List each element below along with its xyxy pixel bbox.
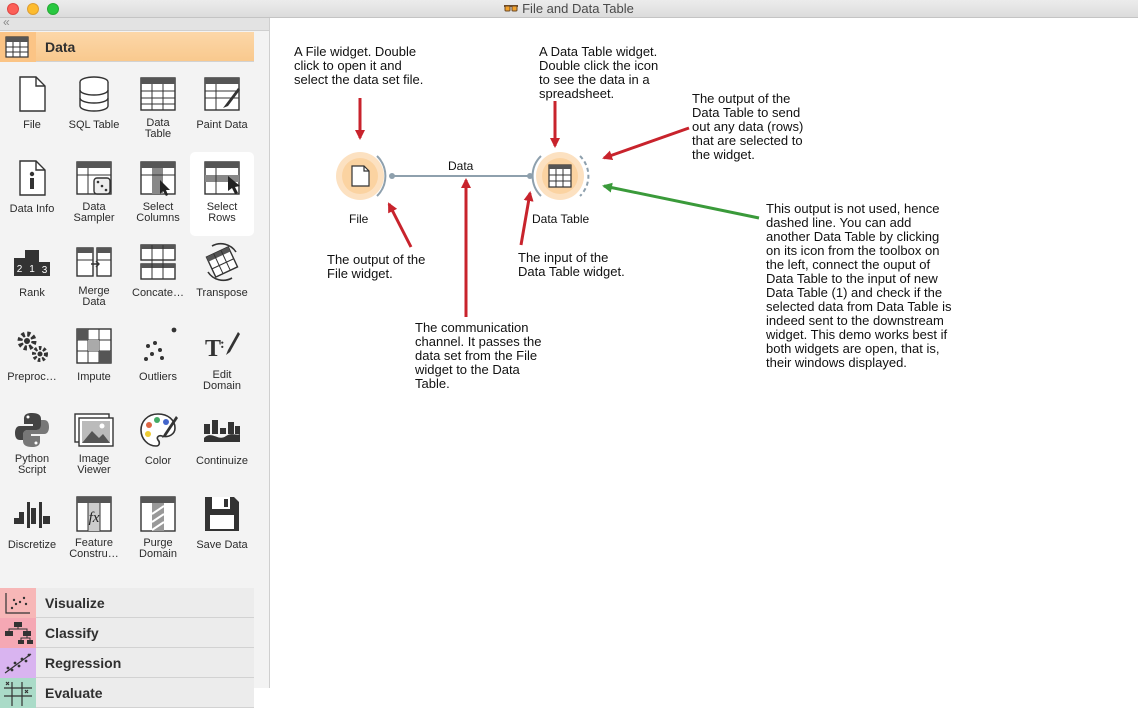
tool-feature-constructor[interactable] — [62, 488, 126, 572]
tool-save-data[interactable] — [190, 488, 254, 572]
arrow-to-file-output — [389, 204, 411, 247]
tool-label: Outliers — [139, 371, 177, 383]
category-visualize-label: Visualize — [45, 595, 105, 611]
tool-discretize[interactable] — [0, 488, 64, 572]
category-classify-label: Classify — [45, 625, 99, 641]
database-icon — [74, 74, 114, 114]
window-title-text: File and Data Table — [522, 1, 634, 16]
file-icon — [12, 74, 52, 114]
note-data-table-widget: A Data Table widget. Double click the icon to see the data in a spreadsheet. — [539, 44, 659, 101]
category-visualize[interactable] — [0, 588, 254, 618]
tool-impute[interactable] — [62, 320, 126, 404]
outliers-icon — [138, 326, 178, 366]
tool-label: Data Info — [9, 203, 55, 215]
palette-icon — [138, 410, 178, 450]
tool-label: Data Sampler — [73, 201, 115, 224]
sampler-icon — [74, 158, 114, 198]
tool-label: SQL Table — [68, 119, 120, 131]
arrow-to-data-table-output — [604, 128, 689, 158]
arrow-to-data-table-input — [521, 193, 530, 245]
concatenate-icon — [138, 242, 178, 282]
node-data-table-label: Data Table — [532, 212, 590, 226]
image-icon — [74, 410, 114, 450]
scatter-plot-icon — [0, 588, 36, 618]
node-file[interactable] — [336, 152, 395, 200]
node-data-table[interactable] — [527, 152, 588, 200]
tool-label: Edit Domain — [203, 369, 241, 392]
title-bar — [0, 0, 1138, 18]
note-data-table-input: The input of the Data Table widget. — [518, 250, 625, 279]
tool-label: Concate… — [132, 287, 184, 299]
tool-label: Paint Data — [196, 119, 248, 131]
node-file-label: File — [349, 212, 369, 226]
tool-label: Rank — [19, 287, 45, 299]
tool-paint-data[interactable] — [190, 68, 254, 152]
transpose-icon — [202, 242, 242, 282]
feature-constructor-icon — [74, 494, 114, 534]
note-channel: The communication channel. It passes the data set from the File widget to the Data Table. — [415, 320, 542, 391]
note-output-send: The output of the Data Table to send out any data (rows) that are selected to the widget. — [692, 91, 804, 162]
note-file-output: The output of the File widget. — [327, 252, 426, 281]
tool-select-rows[interactable] — [190, 152, 254, 236]
tool-concatenate[interactable] — [126, 236, 190, 320]
tool-label: Select Columns — [136, 201, 180, 224]
note-file-widget: A File widget. Double click to open it and select the data set file. — [294, 44, 424, 87]
category-data[interactable] — [0, 32, 254, 62]
svg-text::: : — [220, 337, 225, 352]
tool-label: Preproc… — [7, 371, 57, 383]
rank-icon — [12, 242, 52, 282]
link-label: Data — [448, 159, 474, 173]
tool-color[interactable] — [126, 404, 190, 488]
tool-outliers[interactable] — [126, 320, 190, 404]
arrow-to-unused-output — [604, 186, 759, 218]
tool-data-info[interactable] — [0, 152, 64, 236]
tool-label: Save Data — [196, 539, 248, 551]
merge-icon — [74, 242, 114, 282]
tool-label: Select Rows — [206, 201, 238, 224]
python-icon — [12, 410, 52, 450]
tool-label: Python Script — [14, 453, 50, 476]
svg-text:1: 1 — [29, 264, 35, 275]
tool-python-script[interactable] — [0, 404, 64, 488]
continuize-icon — [202, 410, 242, 450]
tool-label: Continuize — [196, 455, 248, 467]
tool-purge-domain[interactable] — [126, 488, 190, 572]
tool-data-table[interactable] — [126, 68, 190, 152]
table-icon — [549, 165, 571, 187]
svg-text:fx: fx — [88, 510, 100, 526]
tool-continuize[interactable] — [190, 404, 254, 488]
info-icon — [12, 158, 52, 198]
tool-label: Merge Data — [78, 285, 110, 308]
tool-label: Transpose — [196, 287, 248, 299]
discretize-icon — [12, 494, 52, 534]
double-chevron-left-icon: « — [3, 15, 10, 29]
tool-label: Discretize — [7, 539, 57, 551]
select-rows-icon — [202, 158, 242, 198]
data-category-icon — [0, 32, 36, 62]
tool-label: Color — [144, 455, 172, 467]
table-icon — [138, 74, 178, 114]
tool-merge-data[interactable] — [62, 236, 126, 320]
svg-text:3: 3 — [41, 265, 48, 276]
tool-edit-domain[interactable] — [190, 320, 254, 404]
tool-label: Image Viewer — [77, 453, 111, 476]
collapse-toolbox-button[interactable] — [0, 15, 269, 31]
svg-text:2: 2 — [16, 264, 23, 275]
category-classify[interactable] — [0, 618, 254, 648]
tool-label: Impute — [77, 371, 111, 383]
gears-icon — [12, 326, 52, 366]
tool-rank[interactable] — [0, 236, 64, 320]
paint-data-icon — [202, 74, 242, 114]
evaluate-icon — [0, 678, 36, 708]
edit-domain-icon — [202, 326, 242, 366]
file-icon — [352, 166, 369, 186]
tool-label: Purge Domain — [139, 537, 177, 560]
svg-text:T: T — [205, 336, 222, 362]
tool-sql-table[interactable] — [62, 68, 126, 152]
category-evaluate-label: Evaluate — [45, 685, 103, 701]
tool-label: Data Table — [144, 117, 172, 140]
tool-image-viewer[interactable] — [62, 404, 126, 488]
workflow-canvas[interactable] — [271, 18, 1138, 688]
regression-icon — [0, 648, 36, 678]
note-output-unused: This output is not used, hence dashed line. You can add another Data Table by clicking on its icon from the toolbox on the left, connect the ouput of Data Table to the input of new Data Table (1) and check if the selected data from Data Table is indeed sent to the downstream widget. This demo works best if both widgets are open, that is, their windows displayed. — [766, 201, 952, 370]
select-columns-icon — [138, 158, 178, 198]
tree-icon — [0, 618, 36, 648]
tool-preprocess[interactable] — [0, 320, 64, 404]
tool-transpose[interactable] — [190, 236, 254, 320]
window-title — [0, 1, 1138, 16]
glasses-icon — [504, 4, 518, 14]
save-icon — [202, 494, 242, 534]
tool-data-sampler[interactable] — [62, 152, 126, 236]
tool-label: Feature Constru… — [69, 537, 119, 560]
tool-select-columns[interactable] — [126, 152, 190, 236]
impute-icon — [74, 326, 114, 366]
tool-file[interactable] — [0, 68, 64, 152]
category-regression[interactable] — [0, 648, 254, 678]
purge-icon — [138, 494, 178, 534]
widget-toolbox — [0, 15, 270, 701]
tool-label: File — [23, 119, 41, 131]
category-data-label: Data — [45, 39, 76, 55]
category-regression-label: Regression — [45, 655, 122, 671]
category-evaluate[interactable] — [0, 678, 254, 708]
